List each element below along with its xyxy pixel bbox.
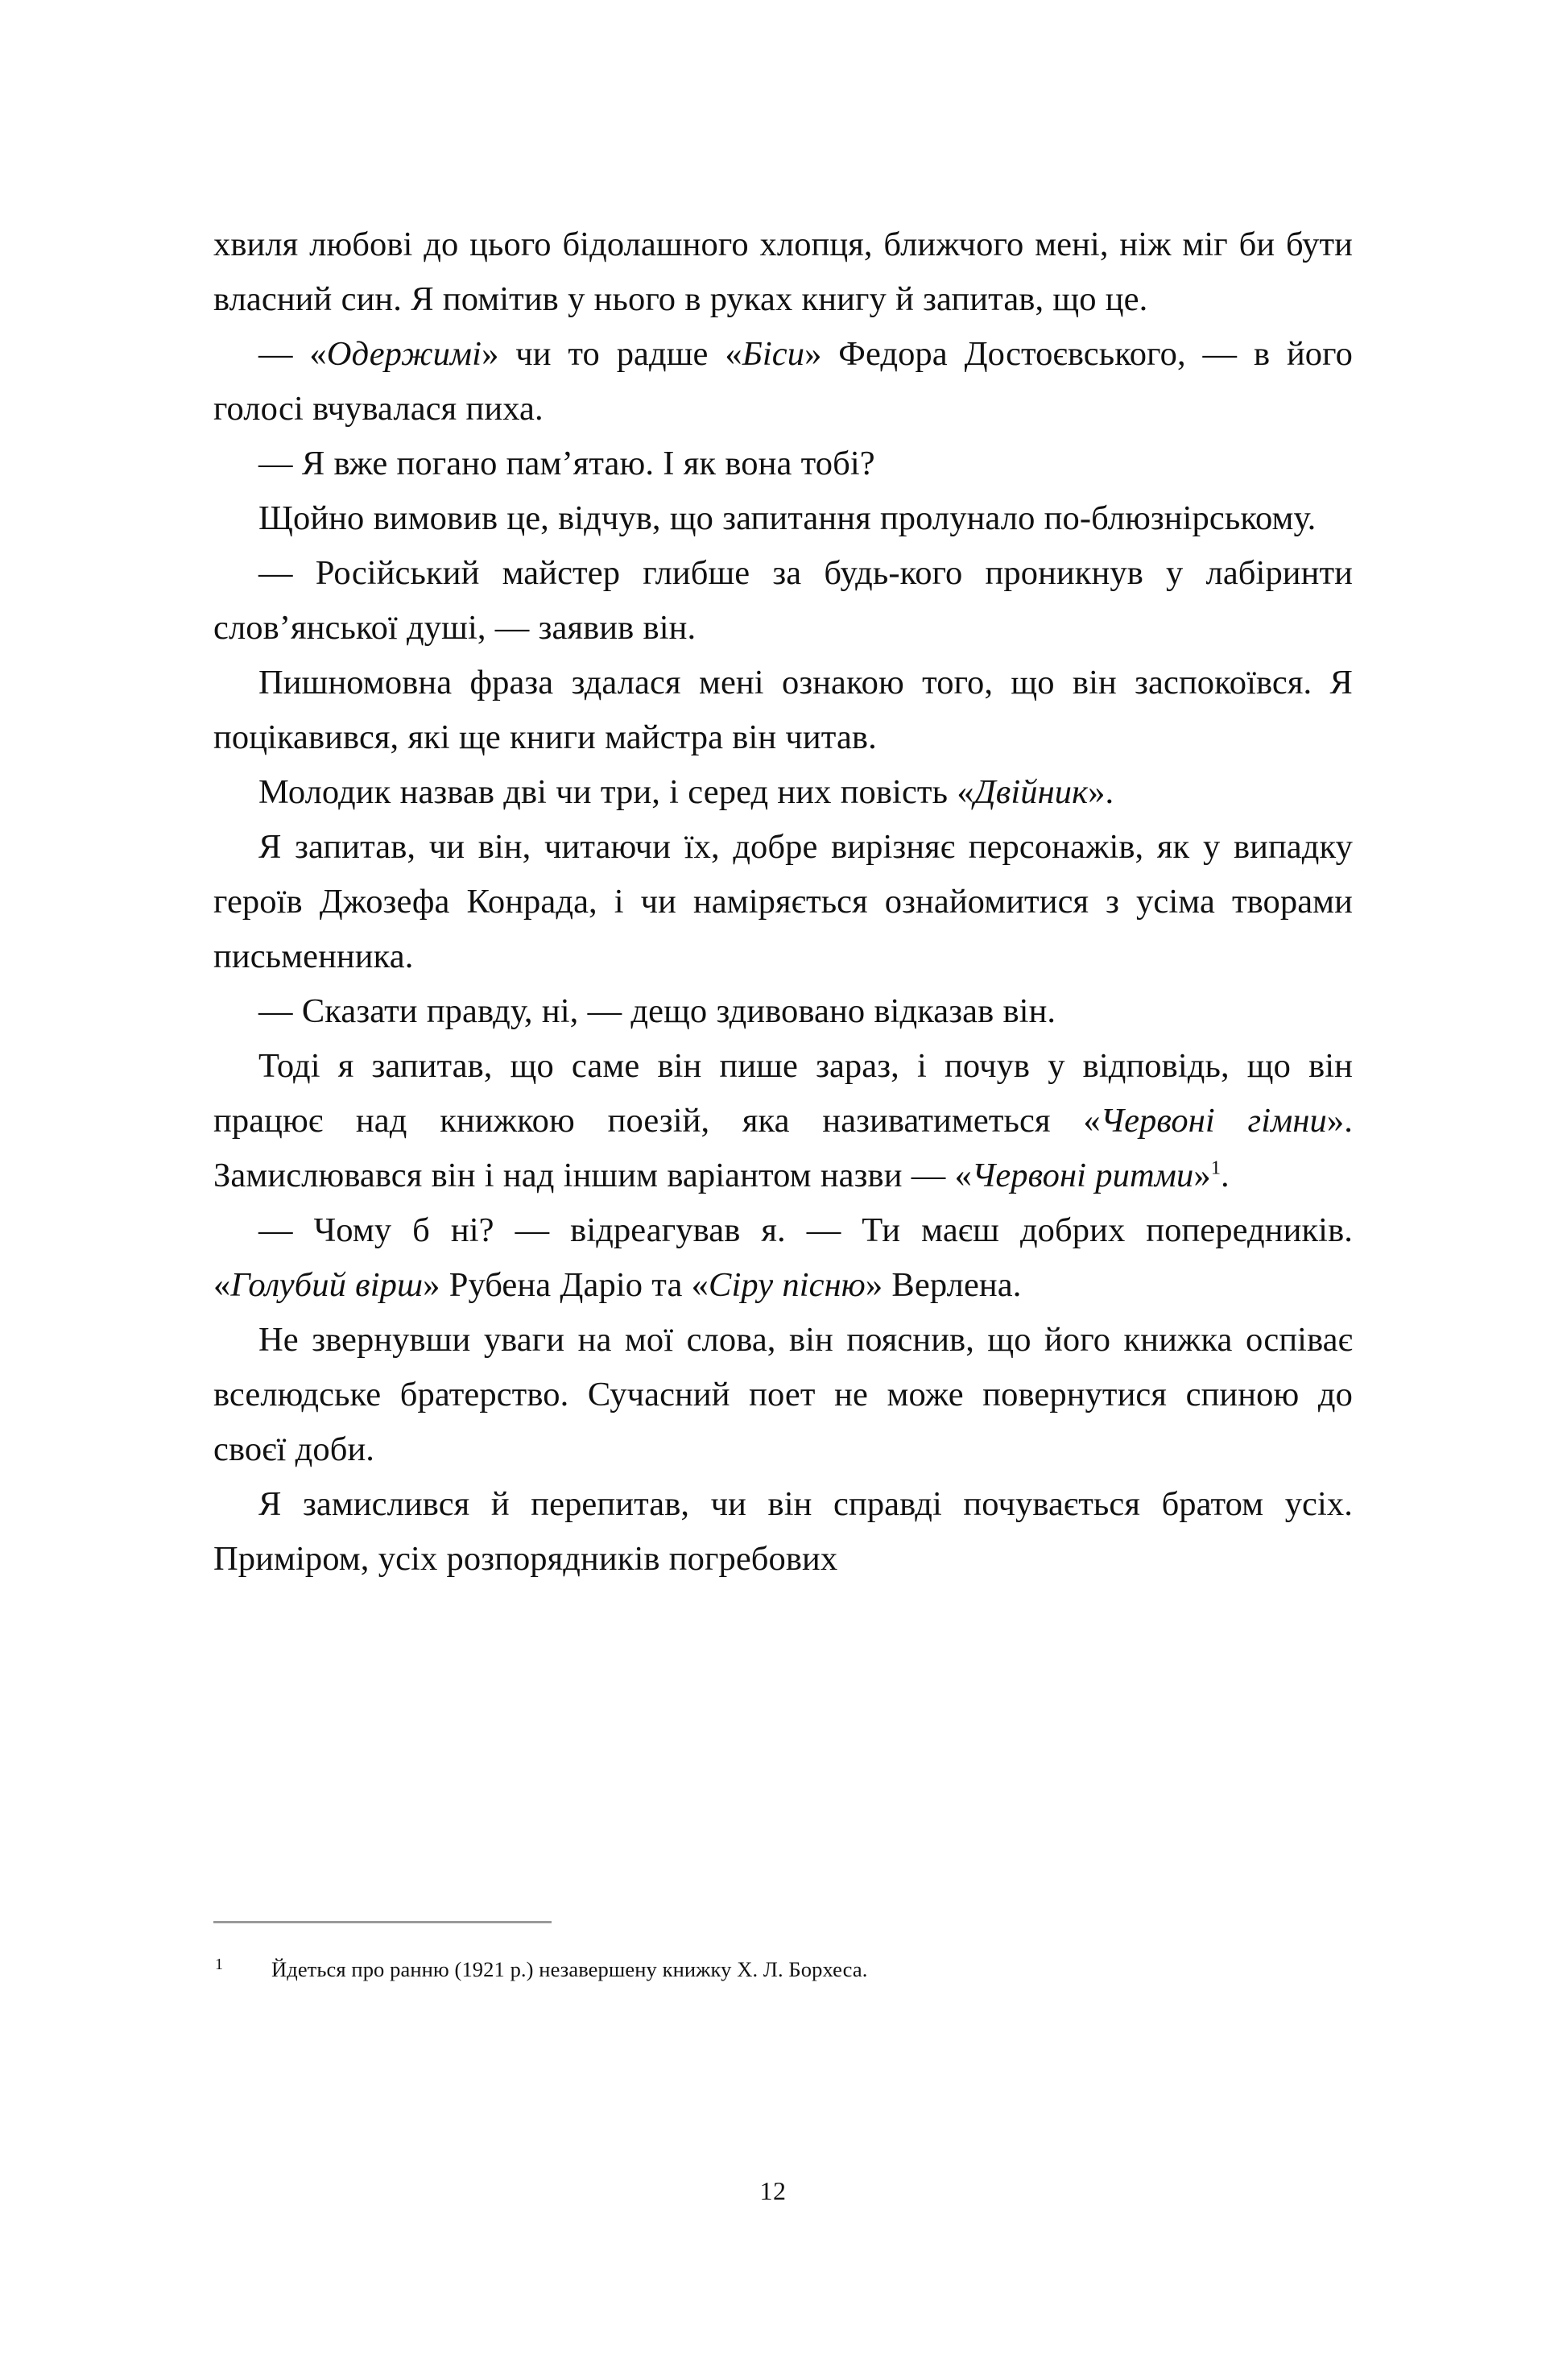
text-run: .	[1221, 1157, 1230, 1194]
text-run: »	[1193, 1157, 1211, 1194]
text-run: Пишномовна фраза здалася мені ознакою того, що він заспокоївся. Я поцікавився, які ще книги майстра він читав.	[213, 664, 1353, 756]
text-run: — Сказати правду, ні, — дещо здивовано відказав він.	[258, 992, 1056, 1030]
paragraph	[213, 1039, 1353, 1203]
text-run: Я запитав, чи він, читаючи їх, добре вирізняє персонажів, як у випадку героїв Джозефа Конрада, і чи наміряється ознайомитися з усіма творами письменника.	[213, 828, 1353, 975]
paragraph	[213, 327, 1353, 437]
paragraph	[213, 437, 1353, 491]
text-run: Молодик назвав дві чи три, і серед них повість «	[258, 773, 974, 811]
text-run: ». Замислювався він і над іншим варіантом назви — «	[213, 1102, 1353, 1194]
footnote-separator-rule	[213, 1921, 552, 1923]
text-run: » Верлена.	[865, 1266, 1022, 1304]
paragraph	[213, 491, 1353, 546]
paragraph	[213, 1203, 1353, 1313]
paragraph	[213, 820, 1353, 984]
text-run: — Я вже погано пам’ятаю. І як вона тобі?	[258, 445, 875, 482]
paragraph	[213, 984, 1353, 1039]
italic-title: Сіру пісню	[709, 1266, 866, 1304]
text-run: — Чому б ні? — відреагував я. — Ти маєш добрих попередників. «	[213, 1211, 1353, 1304]
paragraph	[213, 546, 1353, 656]
text-run: ».	[1088, 773, 1114, 811]
paragraph	[213, 656, 1353, 765]
text-run: Я замислився й перепитав, чи він справді почувається братом усіх. Приміром, усіх розпорядників погребових	[213, 1485, 1353, 1578]
paragraph	[213, 1313, 1353, 1477]
page-number-value: 12	[759, 2176, 787, 2205]
text-run: хвиля любові до цього бідолашного хлопця, ближчого мені, ніж міг би бути власний син. Я помітив у нього в руках книгу й запитав, що це.	[213, 226, 1353, 318]
italic-title: Червоні ритми	[971, 1157, 1194, 1194]
text-run: Не звернувши уваги на мої слова, він пояснив, що його книжка оспіває вселюдське братерство. Сучасний поет не може повернутися спиною до своєї доби.	[213, 1321, 1353, 1468]
footnote-list	[213, 1954, 1353, 1985]
paragraph	[213, 765, 1353, 820]
footnote-block	[213, 1921, 1353, 1985]
italic-title: Голубий вірш	[230, 1266, 424, 1304]
text-run: — «	[258, 335, 327, 373]
footnote-item	[213, 1954, 1353, 1985]
italic-title: Червоні гімни	[1100, 1102, 1327, 1140]
body-text-column	[213, 217, 1353, 1587]
text-run: » Рубена Даріо та «	[423, 1266, 709, 1304]
italic-title: Одержимі	[326, 335, 482, 373]
paragraph	[213, 1477, 1353, 1587]
text-run: » Федора Достоєвського, — в його голосі вчувалася пиха.	[213, 335, 1353, 428]
italic-title: Біси	[742, 335, 805, 373]
italic-title: Двійник	[973, 773, 1089, 811]
footnote-reference[interactable]: 1	[1210, 1157, 1222, 1179]
text-run: — Російський майстер глибше за будь-кого проникнув у лабіринти слов’янської душі, — заявив він.	[213, 554, 1353, 647]
text-run: Тоді я запитав, що саме він пише зараз, і почув у відповідь, що він працює над книжкою поезій, яка називатиметься «	[213, 1047, 1353, 1140]
footnote-marker: 1	[215, 1956, 224, 1973]
text-run: Щойно вимовив це, відчув, що запитання пролунало по-блюзнірському.	[258, 499, 1317, 537]
paragraph	[213, 217, 1353, 327]
text-run: » чи то радше «	[482, 335, 742, 373]
page-number	[0, 2175, 1546, 2207]
footnote-text: Йдеться про ранню (1921 р.) незавершену книжку Х. Л. Борхеса.	[271, 1957, 868, 1981]
